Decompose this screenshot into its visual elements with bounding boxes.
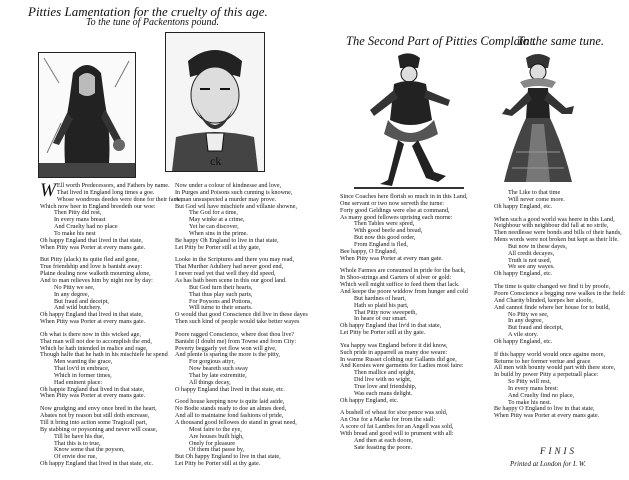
verse-line: Oh happy England that lived in that state, etc. [40, 460, 154, 468]
verse-line: Be happy O England to live in that state, [494, 405, 595, 413]
second-part-title: The Second Part of Pitties Complaint. [346, 34, 537, 48]
verse-line: In build by power Pitty a perpetuall place: [494, 371, 599, 379]
verse-line: Whose wondrous deedes were done for their fame, [56, 195, 183, 203]
verse-line: Mens words were not broken but kept as their life. [494, 236, 619, 244]
verse-line: That lived in England long times a goe. [56, 188, 155, 196]
verse-line: Plaine dealing now walketh mourning alone, [40, 270, 151, 278]
verse-line: No Pitty we see, [54, 283, 95, 291]
verse-line: Sate feasting the poore. [354, 443, 413, 451]
finis-mark: FINIS [540, 446, 577, 456]
verse-line: Truth is not used, [508, 256, 552, 264]
verse-line: Though halfe that he hath in his mischiefe he spend [40, 351, 168, 359]
verse-line: Oh happy England, etc. [494, 270, 553, 278]
verse-line: Which now heer in England breedeth our woe: [40, 202, 156, 210]
verse-line: Oh happy England that liv'd in that state, [340, 322, 442, 330]
verse-line: But Oh happy England to live in that state, [175, 453, 281, 461]
verse-line: Then mallice and spight, [354, 369, 416, 377]
verse-line: When sins in the prime. [189, 229, 248, 237]
verse-line: I never read yet that well they did speed, [175, 270, 276, 278]
verse-line: And keepe the poore widdow from hunger and cold [340, 287, 468, 295]
verse-line: That lov'd in embrace, [54, 365, 110, 373]
verse-line: Forty good Geldings were else at command, [340, 206, 450, 214]
verse-line: That Murther Adultery had never good end, [175, 263, 284, 271]
verse-line: Then Tables were spred, [354, 220, 415, 228]
verse-line: Will never come more. [508, 195, 565, 203]
verse-line: And plenie is sparing the more is the pitty, [175, 351, 280, 359]
verse-line: Know some that the poyson, [54, 446, 125, 454]
verse-line: O would that good Conscience did live in these dayes [175, 311, 308, 319]
verse-line: That this is to true, [54, 439, 101, 447]
verse-line: Good house keeping now is quite laid aside, [175, 398, 285, 406]
verse-line: Oh happy England, etc. [494, 337, 553, 345]
verse-line: Bee happy, O England, [340, 247, 398, 255]
verse-line: Oh what is there now in this wicked age, [40, 330, 141, 338]
verse-line: But fraud and deceipt, [508, 324, 563, 332]
column-1 [40, 180, 183, 468]
verse-line: Yea happy was England before it did know, [340, 341, 448, 349]
verse-line: May winke at a crime, [189, 216, 245, 224]
verse-line: True love and friendship, [354, 382, 417, 390]
verse-line: All things decay, [189, 378, 231, 386]
verse-line: That by late extremitie, [189, 371, 247, 379]
verse-line: No Bodie stands ready to doe an almes deed, [175, 405, 287, 413]
verse-line: In Shoo-strings and Garters of silver or gold: [340, 274, 452, 282]
verse-line: An Oxe for a Marke for from the stall: [340, 416, 436, 424]
verse-line: True friendship and love is banisht away: [40, 263, 143, 271]
verse-line: The time is quite changed we find it by proofe, [494, 283, 611, 291]
verse-line: And Cruelty had no place [54, 223, 118, 231]
verse-line: When Pitty was Porter at every mans gate. [40, 318, 146, 326]
verse-line: Whole Farmes are consumed in pride for the back, [340, 267, 466, 275]
verse-line: But now in these dayes, [508, 242, 567, 250]
verse-line: In any degree, [54, 290, 90, 298]
verse-line: Onely for pleasure [189, 439, 236, 447]
verse-line: Banisht (I doubt me) from Towne and from City: [175, 337, 297, 345]
verse-line: Are houses built high, [189, 432, 244, 440]
verse-line: No Pitty we see, [508, 310, 549, 318]
verse-line: Now grudging and envy once bred in the heart, [40, 405, 157, 413]
verse-line: Oh happy England, etc. [340, 396, 399, 404]
verse-line: In every mans brest: [508, 384, 559, 392]
verse-line: And then at each doore, [354, 436, 413, 444]
verse-line: When Pitty was Porter at every mans gate. [494, 412, 600, 420]
verse-line: Which well might suffice to feed them that lack. [340, 281, 460, 289]
verse-line: O happy England that lived in that state, etc. [175, 385, 285, 393]
verse-line: We see any wayes. [508, 263, 555, 271]
verse-line: When Pitty was Porter at every mans gate. [40, 392, 146, 400]
verse-line: Let Pitty be Porter still at thy gate. [340, 329, 426, 337]
verse-line: And wild butchery. [54, 304, 102, 312]
verse-line: And all to maintaine fond fashions of pride, [175, 412, 284, 420]
column-3 [340, 194, 468, 452]
verse-line: In Purges and Poisons such cunning is knowne, [175, 188, 293, 196]
verse-line: For Poysons and Potions, [189, 297, 252, 305]
verse-line: And Charity blinded, keepes her aloofe, [494, 296, 593, 304]
verse-line: All credit decayes, [508, 249, 555, 257]
verse-line: In heare of our smart. [354, 315, 408, 323]
verse-line: But Pitty (alack) its quite fled and gone, [40, 256, 139, 264]
verse-line: Oh happy England that lived in that state, [40, 311, 143, 319]
verse-line: Since Coaches here florish so much in in this Land, [340, 193, 468, 200]
verse-line: A vile story. [508, 331, 539, 339]
verse-line: Let Pitty be Porter still at thy gate. [175, 460, 261, 468]
verse-line: Of envie doe rue, [54, 453, 97, 461]
verse-line: In any degree, [508, 317, 544, 325]
verse-line: From England is fled, [354, 240, 408, 248]
verse-line: One servant or two now serveth the turne: [340, 199, 444, 207]
verse-line: Will turne to their smarts. [189, 304, 253, 312]
verse-line: Of them that passe by, [189, 446, 245, 454]
verse-line: When Pitty was Porter at every man gate. [340, 254, 443, 262]
verse-line: For gorgious attyr, [189, 358, 235, 366]
verse-line: In warme Russet clothing our Gallants did goe, [340, 355, 457, 363]
verse-line: Poverty beggarly yet flow won will give, [175, 344, 277, 352]
verse-line: A bushell of wheat for sixe pence was sold, [340, 409, 448, 417]
verse-line: Was each mans delight. [354, 389, 413, 397]
verse-line: Till he have his due, [54, 432, 105, 440]
verse-line: In every mans breast [54, 216, 106, 224]
verse-line: That thus play such parts, [189, 290, 253, 298]
verse-line: Hath so plaid his part, [354, 301, 409, 309]
verse-line: With bread and good will to prument with all: [340, 430, 454, 437]
verse-line: So Pitty will rest, [508, 378, 551, 386]
verse-line: If this happy world would once againe more, [494, 350, 606, 358]
verse-line: When such a good world was heere in this Land, [494, 215, 615, 223]
verse-line: A man unsuspected a murder may prove. [175, 195, 277, 203]
verse-line: And to man relieves him by night nor by day: [40, 276, 153, 284]
verse-line: But hardnes of heart, [354, 294, 406, 302]
woodcut-lady-in-gown [492, 48, 584, 186]
verse-line: And cannot finde where her house for to build, [494, 303, 610, 311]
svg-text:ck: ck [210, 154, 222, 168]
column-4 [494, 190, 625, 420]
woodcut-bearded-portrait [165, 32, 265, 172]
ballad-title: Pitties Lamentation for the cruelty of this age. [28, 4, 268, 19]
verse-line: The God for a time, [189, 209, 238, 217]
verse-line: As has bath been scene in this our good land. [175, 276, 287, 284]
verse-line: Till it bring into action some Tragicall part, [40, 419, 148, 426]
verse-line: Oh happy England, etc. [494, 202, 553, 210]
woodcut-hooded-figure [38, 52, 136, 178]
verse-line: Now under a colour of kindnesse and love, [175, 182, 282, 189]
verse-line: But fraud and deceipt, [54, 297, 109, 305]
verse-line: But now this good order, [354, 234, 416, 242]
verse-line: And Kersies were garments for Ladies most faire: [340, 362, 464, 370]
verse-line: Poore ragged Conscience, where dost thou live? [175, 330, 295, 338]
verse-line: By stabbing or poysoning and never will cease, [40, 425, 158, 433]
verse-line: Yet he can discover, [189, 223, 239, 231]
verse-line: Let Pitty be Porter still at thy gate, [175, 243, 261, 251]
column-2 [175, 183, 308, 468]
drop-cap: W [40, 180, 56, 201]
verse-line: Then needlesse were bonds and bills of their hands, [494, 229, 622, 237]
verse-line: Ell worth Predecessors, and Fathers by name. [56, 182, 170, 189]
verse-line: To make his nest [54, 229, 96, 237]
verse-line: Then Pitty did rest, [54, 209, 102, 217]
verse-line: A score of fat Lambes for an Angell was sold, [340, 423, 454, 431]
verse-line: With good beefe and bread, [354, 227, 423, 235]
verse-line: Had eminent place: [54, 378, 103, 386]
verse-line: All men with bounty would part with there store, [494, 364, 616, 372]
verse-line: Such pride in apparrell as many doe weare: [340, 348, 448, 356]
verse-line: To make his nest. [508, 398, 552, 406]
verse-line: Which in former times, [54, 371, 112, 379]
ballad-tune: To the tune of Packentons pound. [86, 17, 219, 28]
verse-line: Looke in the Scriptures and there you may read, [175, 256, 295, 264]
verse-line: When Pitty was Porter at every mans gate. [40, 243, 146, 251]
verse-line: And Cruelty find no place, [508, 391, 575, 399]
verse-line: But God wil have mischiefe and villanie showne, [175, 202, 298, 210]
verse-line: As many good fellowes uprising each morne: [340, 213, 453, 221]
verse-line: That man will not doe to accomplish the end, [40, 337, 152, 345]
verse-line: Abates not by reason but still doth encrease, [40, 412, 150, 420]
second-part-tune: To the same tune. [517, 34, 605, 48]
verse-line: The Like to that time [508, 189, 561, 196]
imprint: Printed at London for I. W. [510, 460, 586, 468]
verse-line: Now beareth such sway [189, 365, 248, 373]
verse-line: Most faire to the eye, [189, 425, 242, 433]
verse-line: Neighbour with neighbour did fall at no strife, [494, 222, 609, 230]
verse-line: Men wanting the grace, [54, 358, 113, 366]
verse-line: Oh happy England that lived in that state, [40, 236, 143, 244]
verse-line: Be happy Oh England to live in that state, [175, 236, 279, 244]
verse-line: Poore Conscience a begging now walkes in the field: [494, 289, 626, 297]
verse-line: A thousand good fellowes do stand in great need, [175, 419, 297, 426]
verse-line: Oh happie England that lived in that state, [40, 385, 145, 393]
verse-line: Then such kind of people would take better wayes [175, 318, 300, 326]
verse-line: But God turn their hearts, [189, 283, 253, 291]
verse-line: Returne to her former vertue and grace [494, 357, 591, 365]
verse-line: That Pitty now sweepeth, [354, 308, 417, 316]
woodcut-dancing-man [354, 50, 464, 190]
verse-line: Did live with no wight, [354, 376, 412, 384]
verse-line: Which he hath intended in malice and rage, [40, 344, 148, 352]
